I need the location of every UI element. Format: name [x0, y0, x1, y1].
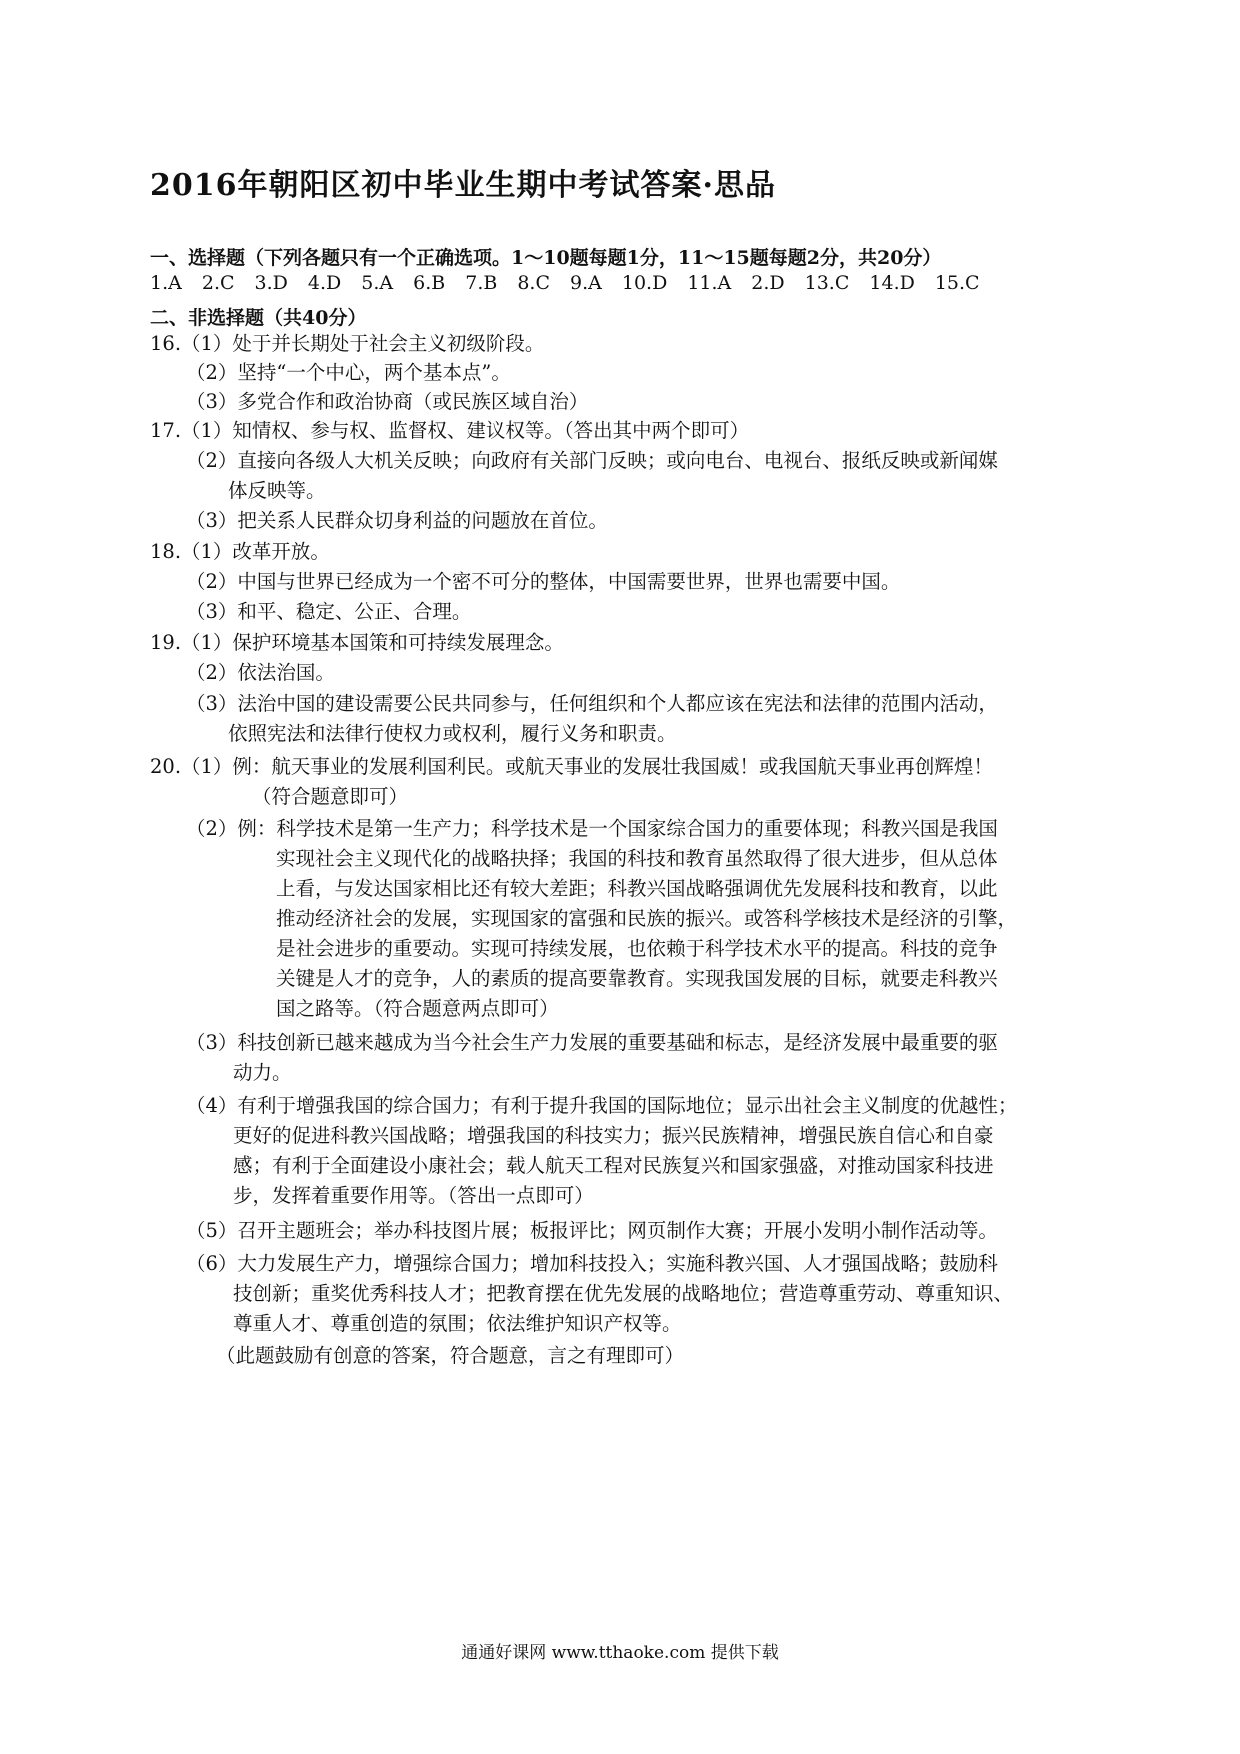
answer-line: （2）中国与世界已经成为一个密不可分的整体，中国需要世界，世界也需要中国。: [186, 570, 901, 593]
answer-item: 14.D: [869, 272, 915, 294]
answer-item: 2.D: [751, 272, 785, 294]
answer-item: 15.C: [934, 272, 980, 294]
section1-heading: 一、选择题（下列各题只有一个正确选项。1～10题每题1分，11～15题每题2分，共20分）: [150, 247, 942, 269]
answer-item: 4.D: [307, 272, 342, 294]
answer-line: 技创新；重奖优秀科技人才；把教育摆在优先发展的战略地位；营造尊重劳动、尊重知识、: [233, 1282, 1014, 1305]
answer-line: 依照宪法和法律行使权力或权利，履行义务和职责。: [228, 722, 677, 745]
answer-item: 13.C: [804, 272, 850, 294]
answer-line: 尊重人才、尊重创造的氛围；依法维护知识产权等。: [233, 1312, 682, 1335]
answer-line: （4）有利于增强我国的综合国力；有利于提升我国的国际地位；显示出社会主义制度的优越性；: [186, 1094, 1018, 1117]
footer-watermark: 通通好课网 www.tthaoke.com 提供下载: [461, 1643, 779, 1663]
answer-line: 动力。: [233, 1061, 292, 1084]
answer-line: （此题鼓励有创意的答案，符合题意，言之有理即可）: [216, 1344, 685, 1367]
answer-line: 16.（1）处于并长期处于社会主义初级阶段。: [150, 332, 545, 355]
answer-line: 18.（1）改革开放。: [150, 540, 330, 563]
answer-line: 步，发挥着重要作用等。（答出一点即可）: [233, 1184, 594, 1207]
answer-line: （5）召开主题班会；举办科技图片展；板报评比；网页制作大赛；开展小发明小制作活动等。: [186, 1219, 998, 1242]
answer-line: （符合题意即可）: [252, 785, 409, 808]
answer-line: 上看，与发达国家相比还有较大差距；科教兴国战略强调优先发展科技和教育，以此: [276, 877, 998, 900]
answer-line: 体反映等。: [228, 479, 326, 502]
answer-line: （3）多党合作和政治协商（或民族区域自治）: [186, 390, 589, 413]
answer-line: 关键是人才的竞争，人的素质的提高要靠教育。实现我国发展的目标，就要走科教兴: [276, 967, 998, 990]
answer-item: 10.D: [621, 272, 668, 294]
answer-line: （2）例：科学技术是第一生产力；科学技术是一个国家综合国力的重要体现；科教兴国是我国: [186, 817, 998, 840]
answer-item: 11.A: [687, 272, 732, 294]
answer-item: 8.C: [517, 272, 550, 294]
answer-line: 实现社会主义现代化的战略抉择；我国的科技和教育虽然取得了很大进步，但从总体: [276, 847, 998, 870]
answer-line: 推动经济社会的发展，实现国家的富强和民族的振兴。或答科学核技术是经济的引擎，: [276, 907, 1018, 930]
answer-key-row: [150, 272, 1000, 294]
answer-line: 17.（1）知情权、参与权、监督权、建议权等。（答出其中两个即可）: [150, 419, 750, 442]
answer-line: 是社会进步的重要动。实现可持续发展，也依赖于科学技术水平的提高。科技的竞争: [276, 937, 998, 960]
answer-line: （6）大力发展生产力，增强综合国力；增加科技投入；实施科教兴国、人才强国战略；鼓励科: [186, 1252, 998, 1275]
answer-item: 9.A: [570, 272, 602, 294]
answer-item: 2.C: [201, 272, 235, 294]
answer-line: 感；有利于全面建设小康社会；载人航天工程对民族复兴和国家强盛，对推动国家科技进: [233, 1154, 994, 1177]
answer-line: （3）把关系人民群众切身利益的问题放在首位。: [186, 509, 608, 532]
answer-line: 国之路等。（符合题意两点即可）: [276, 997, 559, 1020]
answer-item: 7.B: [465, 272, 498, 294]
answer-line: （2）直接向各级人大机关反映；向政府有关部门反映；或向电台、电视台、报纸反映或新闻媒: [186, 449, 998, 472]
answer-item: 3.D: [254, 272, 288, 294]
section2-heading: 二、非选择题（共40分）: [150, 307, 367, 329]
answer-line: （2）坚持“一个中心，两个基本点”。: [186, 361, 511, 384]
answer-line: （2）依法治国。: [186, 661, 335, 684]
answer-line: 20.（1）例：航天事业的发展利国利民。或航天事业的发展壮我国威！或我国航天事业再创辉煌！: [150, 755, 993, 778]
answer-line: 19.（1）保护环境基本国策和可持续发展理念。: [150, 631, 564, 654]
answer-line: （3）科技创新已越来越成为当今社会生产力发展的重要基础和标志，是经济发展中最重要的驱: [186, 1031, 998, 1054]
page-title: 2016年朝阳区初中毕业生期中考试答案·思品: [150, 168, 776, 203]
answer-line: （3）和平、稳定、公正、合理。: [186, 600, 472, 623]
answer-item: 1.A: [150, 272, 182, 294]
answer-line: （3）法治中国的建设需要公民共同参与，任何组织和个人都应该在宪法和法律的范围内活动，: [186, 692, 998, 715]
answer-item: 5.A: [361, 272, 394, 294]
answer-line: 更好的促进科教兴国战略；增强我国的科技实力；振兴民族精神，增强民族自信心和自豪: [233, 1124, 994, 1147]
answer-item: 6.B: [413, 272, 446, 294]
